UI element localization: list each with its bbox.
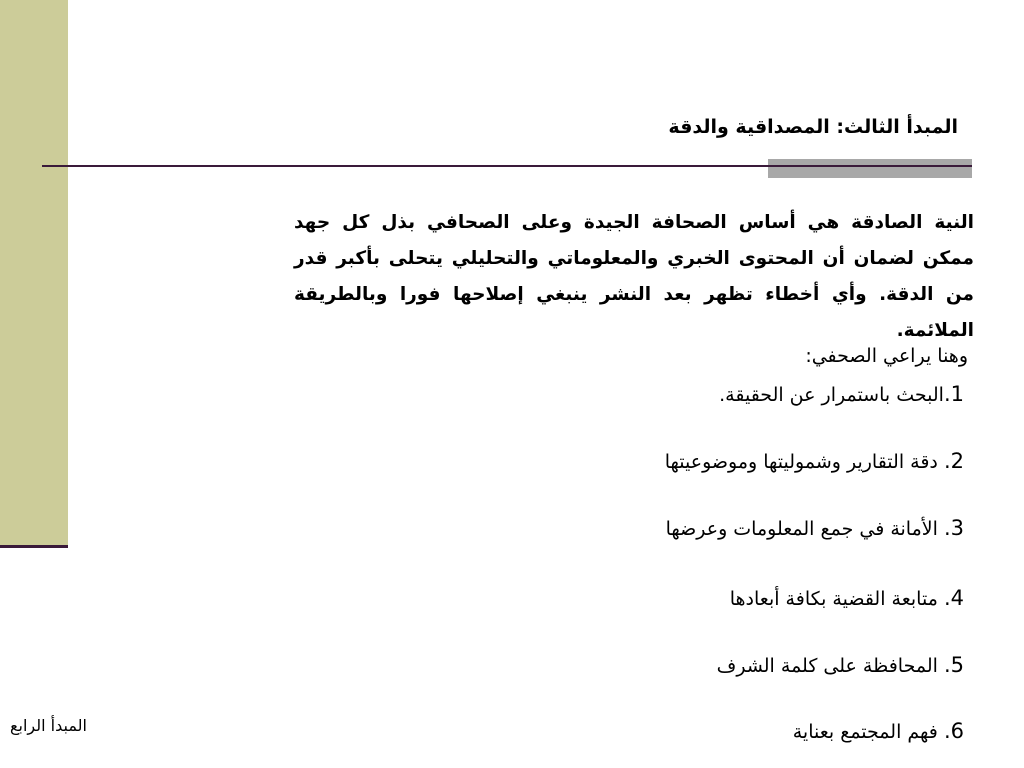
list-item-text: الأمانة في جمع المعلومات وعرضها — [665, 518, 938, 540]
list-item-number: 3. — [943, 516, 964, 540]
list-item-number: 4. — [943, 586, 964, 610]
side-bar-divider — [0, 545, 68, 548]
list-item — [719, 382, 964, 406]
list-item-number: 1. — [943, 382, 964, 406]
list-item-text: متابعة القضية بكافة أبعادها — [729, 588, 938, 610]
list-item — [793, 719, 964, 743]
list-item-text: المحافظة على كلمة الشرف — [716, 655, 938, 677]
list-intro: وهنا يراعي الصحفي: — [805, 345, 968, 367]
next-principle-link[interactable]: المبدأ الرابع — [10, 716, 87, 735]
list-item-number: 5. — [943, 653, 964, 677]
list-item-number: 2. — [943, 449, 964, 473]
list-item — [730, 586, 964, 610]
decorative-side-bar — [0, 0, 68, 546]
list-item — [665, 449, 964, 473]
list-item-number: 6. — [943, 719, 964, 743]
list-item — [717, 653, 964, 677]
body-paragraph: النية الصادقة هي أساس الصحافة الجيدة وعلى الصحافي بذل كل جهد ممكن لضمان أن المحتوى الخبري والمعلوماتي والتحليلي يتحلى بأكبر قدر من الدقة. وأي أخطاء تظهر بعد النشر ينبغي إصلاحها فورا وبالطريقة الملائمة. — [294, 212, 974, 341]
list-item-text: دقة التقارير وشموليتها وموضوعيتها — [664, 451, 938, 473]
title-accent-band — [768, 159, 972, 178]
list-item-text: فهم المجتمع بعناية — [792, 721, 938, 743]
slide-title: المبدأ الثالث: المصداقية والدقة — [668, 116, 958, 138]
list-item-text: البحث باستمرار عن الحقيقة. — [719, 384, 944, 406]
title-accent-line — [768, 165, 972, 167]
list-item — [666, 516, 964, 540]
